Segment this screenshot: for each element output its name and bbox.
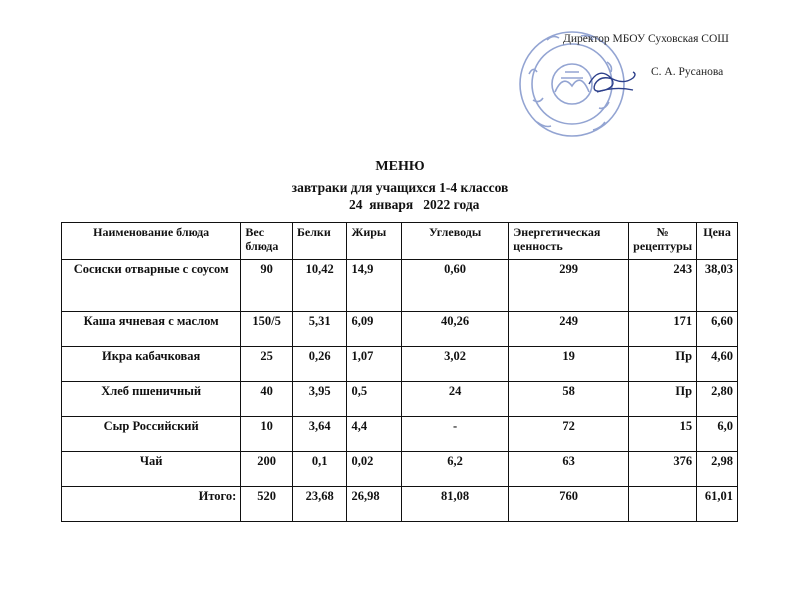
cell-weight: 10 <box>241 417 293 452</box>
cell-name: Чай <box>62 452 241 487</box>
cell-energy: 72 <box>509 417 629 452</box>
cell-protein: 5,31 <box>292 312 347 347</box>
cell-carbs: 6,2 <box>402 452 509 487</box>
header-carbs: Углеводы <box>402 223 509 260</box>
cell-energy: 63 <box>509 452 629 487</box>
total-recipe <box>629 487 697 522</box>
cell-carbs: 3,02 <box>402 347 509 382</box>
cell-name: Каша ячневая с маслом <box>62 312 241 347</box>
table-row <box>62 312 738 347</box>
cell-weight: 90 <box>241 260 293 312</box>
cell-fat: 0,02 <box>347 452 402 487</box>
cell-protein: 0,1 <box>292 452 347 487</box>
cell-fat: 0,5 <box>347 382 402 417</box>
cell-recipe: Пр <box>629 347 697 382</box>
table-header-row <box>62 223 738 260</box>
document-subtitle: завтраки для учащихся 1-4 классов <box>291 180 509 195</box>
cell-price: 6,0 <box>697 417 738 452</box>
cell-price: 38,03 <box>697 260 738 312</box>
total-price: 61,01 <box>697 487 738 522</box>
header-protein: Белки <box>292 223 347 260</box>
cell-fat: 14,9 <box>347 260 402 312</box>
cell-protein: 10,42 <box>292 260 347 312</box>
table-row <box>62 347 738 382</box>
cell-energy: 19 <box>509 347 629 382</box>
total-label: Итого: <box>62 487 241 522</box>
approval-signer: С. А. Русанова <box>651 66 724 78</box>
table-row <box>62 417 738 452</box>
total-weight: 520 <box>241 487 293 522</box>
document-date: 24 января 2022 года <box>349 197 480 212</box>
table-row <box>62 452 738 487</box>
cell-recipe: 376 <box>629 452 697 487</box>
total-fat: 26,98 <box>347 487 402 522</box>
cell-name: Сосиски отварные с соусом <box>62 260 241 312</box>
cell-name: Хлеб пшеничный <box>62 382 241 417</box>
cell-name: Икра кабачковая <box>62 347 241 382</box>
cell-weight: 25 <box>241 347 293 382</box>
approval-title: Директор МБОУ Суховская СОШ <box>563 33 729 45</box>
cell-price: 4,60 <box>697 347 738 382</box>
cell-energy: 58 <box>509 382 629 417</box>
cell-weight: 40 <box>241 382 293 417</box>
approval-stamp-area <box>517 22 742 142</box>
total-protein: 23,68 <box>292 487 347 522</box>
header-recipe: № рецептуры <box>629 223 697 260</box>
header-weight: Вес блюда <box>241 223 293 260</box>
total-energy: 760 <box>509 487 629 522</box>
cell-recipe: 171 <box>629 312 697 347</box>
cell-carbs: 24 <box>402 382 509 417</box>
cell-weight: 150/5 <box>241 312 293 347</box>
cell-energy: 299 <box>509 260 629 312</box>
menu-table <box>61 222 738 522</box>
header-price: Цена <box>697 223 738 260</box>
cell-recipe: 15 <box>629 417 697 452</box>
header-fat: Жиры <box>347 223 402 260</box>
header-energy: Энергетическая ценность <box>509 223 629 260</box>
cell-protein: 3,95 <box>292 382 347 417</box>
cell-energy: 249 <box>509 312 629 347</box>
cell-carbs: - <box>402 417 509 452</box>
document-title: МЕНЮ <box>375 159 425 174</box>
cell-carbs: 40,26 <box>402 312 509 347</box>
total-carbs: 81,08 <box>402 487 509 522</box>
cell-price: 2,98 <box>697 452 738 487</box>
cell-protein: 3,64 <box>292 417 347 452</box>
header-name: Наименование блюда <box>62 223 241 260</box>
table-total-row <box>62 487 738 522</box>
cell-fat: 1,07 <box>347 347 402 382</box>
cell-price: 6,60 <box>697 312 738 347</box>
cell-name: Сыр Российский <box>62 417 241 452</box>
cell-carbs: 0,60 <box>402 260 509 312</box>
cell-price: 2,80 <box>697 382 738 417</box>
cell-recipe: Пр <box>629 382 697 417</box>
cell-fat: 4,4 <box>347 417 402 452</box>
cell-fat: 6,09 <box>347 312 402 347</box>
table-row <box>62 260 738 312</box>
cell-protein: 0,26 <box>292 347 347 382</box>
cell-weight: 200 <box>241 452 293 487</box>
cell-recipe: 243 <box>629 260 697 312</box>
table-row <box>62 382 738 417</box>
